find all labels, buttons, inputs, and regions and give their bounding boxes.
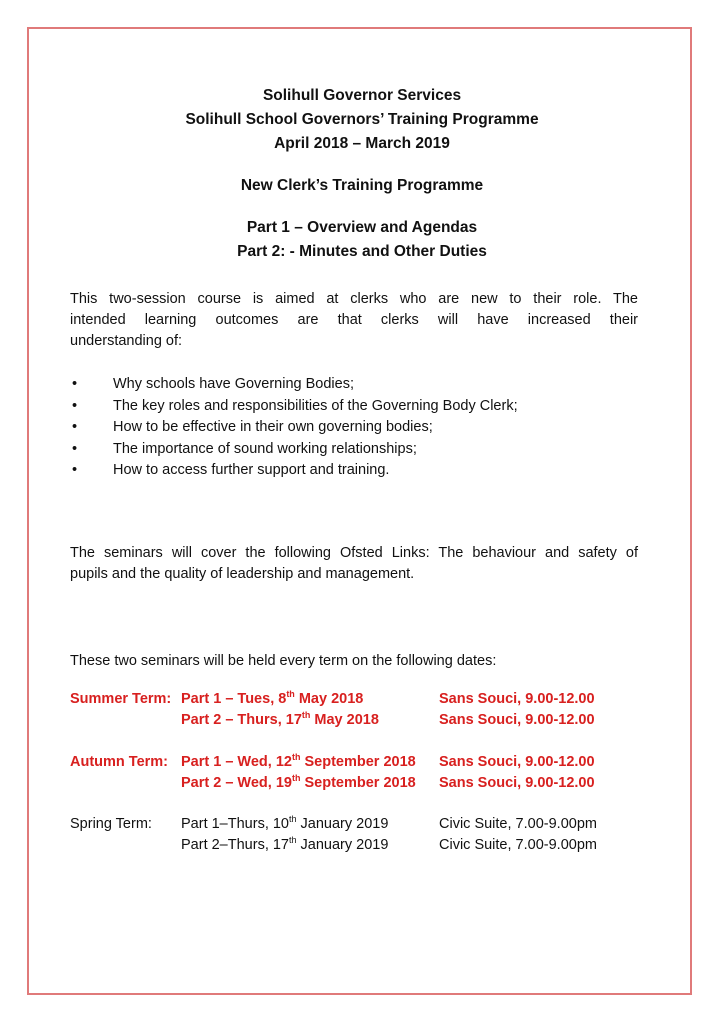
session-venue: Civic Suite, 7.00-9.00pm — [439, 837, 597, 853]
term-label: Summer Term: — [70, 691, 172, 707]
session-venue: Sans Souci, 9.00-12.00 — [439, 691, 595, 707]
list-item: • How to be effective in their own governing bodies; — [70, 417, 650, 439]
bullet-icon: • — [72, 440, 78, 457]
session-venue: Sans Souci, 9.00-12.00 — [439, 775, 595, 791]
course-title: New Clerk’s Training Programme — [240, 177, 484, 194]
session-venue: Sans Souci, 9.00-12.00 — [439, 712, 595, 728]
bullet-icon: • — [72, 419, 78, 435]
ofsted-paragraph — [70, 543, 638, 585]
session-date: Part 2 – Thurs, 17th May 2018 — [181, 710, 379, 728]
programme-period: April 2018 – March 2019 — [274, 135, 450, 152]
intro-line: This two-session course is aimed at clerks who are new to their role. The — [70, 291, 638, 307]
list-item: • Why schools have Governing Bodies; — [70, 374, 650, 396]
session-date: Part 2 – Wed, 19th September 2018 — [181, 773, 416, 791]
learning-outcomes-list — [70, 374, 650, 482]
bullet-icon: • — [72, 376, 78, 392]
session-date: Part 1 – Wed, 12th September 2018 — [181, 752, 416, 770]
document-header — [0, 84, 724, 264]
session-venue: Sans Souci, 9.00-12.00 — [439, 754, 595, 770]
list-item: • The key roles and responsibilities of the Governing Body Clerk; — [70, 396, 650, 418]
ofsted-line: The seminars will cover the following Ofsted Links: The behaviour and safety of — [70, 545, 638, 561]
organisation-title: Solihull Governor Services — [262, 87, 462, 104]
bullet-icon: • — [72, 397, 78, 414]
ofsted-line: pupils and the quality of leadership and management. — [70, 566, 415, 582]
part1-title: Part 1 – Overview and Agendas — [246, 219, 478, 236]
part2-title: Part 2: - Minutes and Other Duties — [237, 243, 487, 260]
session-date: Part 1–Thurs, 10th January 2019 — [181, 814, 389, 832]
list-item: • The importance of sound working relationships; — [70, 439, 650, 461]
session-date: Part 1 – Tues, 8th May 2018 — [181, 689, 364, 707]
programme-series-title: Solihull School Governors’ Training Programme — [185, 111, 539, 128]
bullet-icon: • — [72, 462, 78, 478]
dates-intro: These two seminars will be held every term on the following dates: — [70, 653, 497, 669]
intro-paragraph — [70, 289, 638, 352]
term-label: Spring Term: — [70, 816, 152, 832]
session-date: Part 2–Thurs, 17th January 2019 — [181, 835, 389, 853]
term-label: Autumn Term: — [70, 754, 169, 770]
session-venue: Civic Suite, 7.00-9.00pm — [439, 816, 597, 832]
intro-line: intended learning outcomes are that clerks will have increased their — [70, 312, 638, 328]
list-item: • How to access further support and training. — [70, 460, 650, 482]
intro-line: understanding of: — [70, 333, 183, 349]
